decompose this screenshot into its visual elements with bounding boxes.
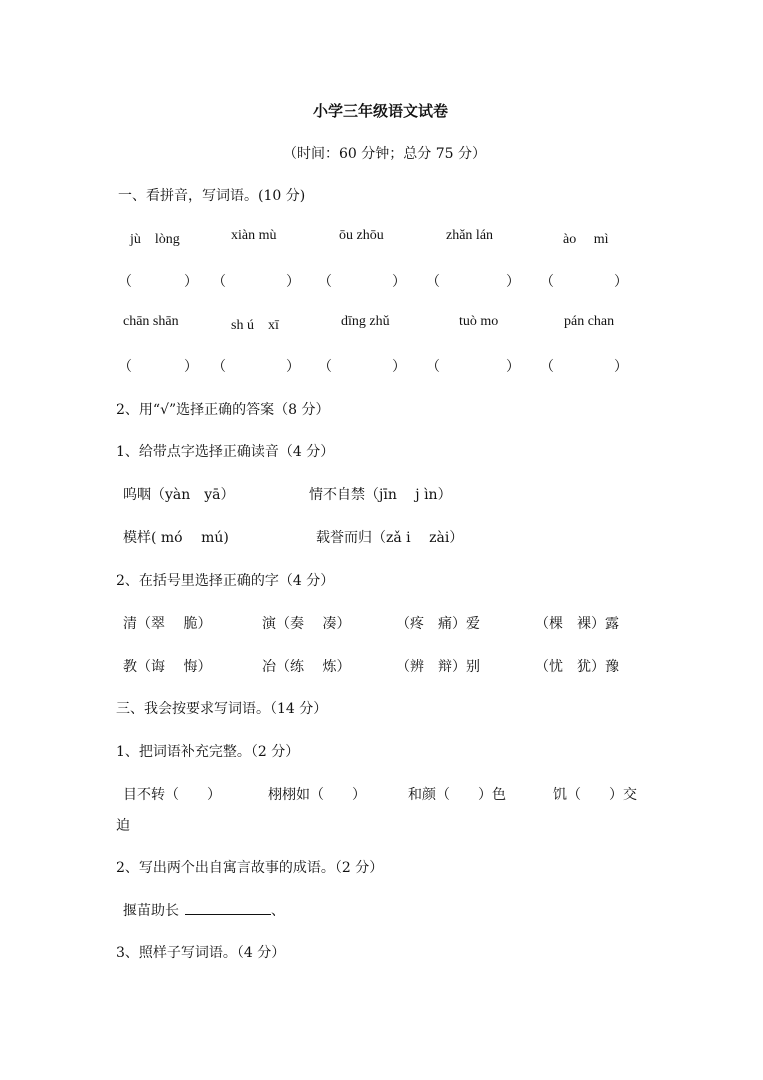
section-3-q3-heading: 3、照样子写词语。（4 分）	[116, 945, 286, 961]
paren-open: （	[426, 359, 440, 375]
section-2-heading: 2、用“√”选择正确的答案（8 分）	[116, 402, 330, 418]
pinyin-1-4: zhǎn lán	[446, 228, 494, 243]
section-2-q2-heading: 2、在括号里选择正确的字（4 分）	[116, 573, 335, 589]
paren-close: ）	[286, 274, 300, 290]
paren-close: ）	[614, 274, 628, 290]
paren-close: ）	[614, 359, 628, 375]
paren-open: （	[540, 274, 554, 290]
section-3-q2-heading: 2、写出两个出自寓言故事的成语。（2 分）	[116, 860, 384, 876]
paren-close: ）	[392, 274, 406, 290]
paren-open: （	[318, 359, 332, 375]
character-choice-2-1[interactable]: 教（诲 悔）	[123, 659, 212, 675]
paren-open: （	[212, 359, 226, 375]
paren-open: （	[540, 359, 554, 375]
character-choice-2-2[interactable]: 冶（练 炼）	[262, 659, 351, 675]
paren-close: ）	[286, 359, 300, 375]
pinyin-1-2: xiàn mù	[231, 228, 277, 243]
paren-close: ）	[506, 274, 520, 290]
fable-idiom-separator: 、	[271, 903, 285, 919]
page-subtitle: （时间：60 分钟；总分 75 分）	[283, 146, 486, 162]
character-choice-1-1[interactable]: 清（翠 脆）	[123, 616, 212, 632]
paren-open: （	[212, 274, 226, 290]
paren-open: （	[118, 359, 132, 375]
section-3-heading: 三、我会按要求写词语。（14 分）	[116, 701, 328, 717]
character-choice-2-4[interactable]: （忧 犹）豫	[535, 659, 619, 675]
section-3-q1-heading: 1、把词语补充完整。（2 分）	[116, 744, 300, 760]
fable-idiom-blank[interactable]	[185, 900, 271, 915]
paren-close: ）	[184, 359, 198, 375]
paren-close: ）	[184, 274, 198, 290]
page-title: 小学三年级语文试卷	[313, 102, 449, 120]
pronunciation-choice-3[interactable]: 模样( mó mú)	[123, 530, 229, 546]
paren-close: ）	[392, 359, 406, 375]
character-choice-1-2[interactable]: 演（奏 凑）	[262, 616, 351, 632]
paren-open: （	[426, 274, 440, 290]
character-choice-1-3[interactable]: （疼 痛）爱	[396, 616, 480, 632]
character-choice-1-4[interactable]: （棵 裸）露	[535, 616, 619, 632]
pinyin-2-2: sh ú xī	[231, 318, 279, 333]
pinyin-2-4: tuò mo	[459, 314, 499, 329]
fable-idiom-row	[123, 900, 285, 920]
pronunciation-choice-2[interactable]: 情不自禁（jīn j ìn）	[309, 487, 452, 503]
pinyin-1-1: jù lòng	[130, 232, 180, 247]
paren-open: （	[118, 274, 132, 290]
pinyin-1-3: ōu zhōu	[339, 228, 384, 243]
pinyin-2-5: pán chan	[564, 314, 615, 329]
idiom-fill-4[interactable]: 饥（ ）交	[553, 787, 637, 803]
section-1-heading: 一、看拼音，写词语。(10 分)	[118, 188, 306, 204]
pinyin-1-5: ào mì	[563, 232, 609, 247]
fable-idiom-example: 揠苗助长	[123, 903, 179, 919]
pronunciation-choice-1[interactable]: 呜咽（yàn yā）	[123, 487, 235, 503]
idiom-fill-4-wrap: 迫	[116, 818, 130, 834]
idiom-fill-1[interactable]: 目不转（ ）	[123, 787, 221, 803]
idiom-fill-3[interactable]: 和颜（ ）色	[408, 787, 506, 803]
paren-open: （	[318, 274, 332, 290]
paren-close: ）	[506, 359, 520, 375]
section-2-q1-heading: 1、给带点字选择正确读音（4 分）	[116, 444, 335, 460]
pronunciation-choice-4[interactable]: 载誉而归（zǎ i zài）	[316, 530, 464, 546]
pinyin-2-1: chān shān	[123, 314, 179, 329]
idiom-fill-2[interactable]: 栩栩如（ ）	[268, 787, 366, 803]
pinyin-2-3: dīng zhǔ	[341, 314, 390, 329]
character-choice-2-3[interactable]: （辨 辩）别	[396, 659, 480, 675]
